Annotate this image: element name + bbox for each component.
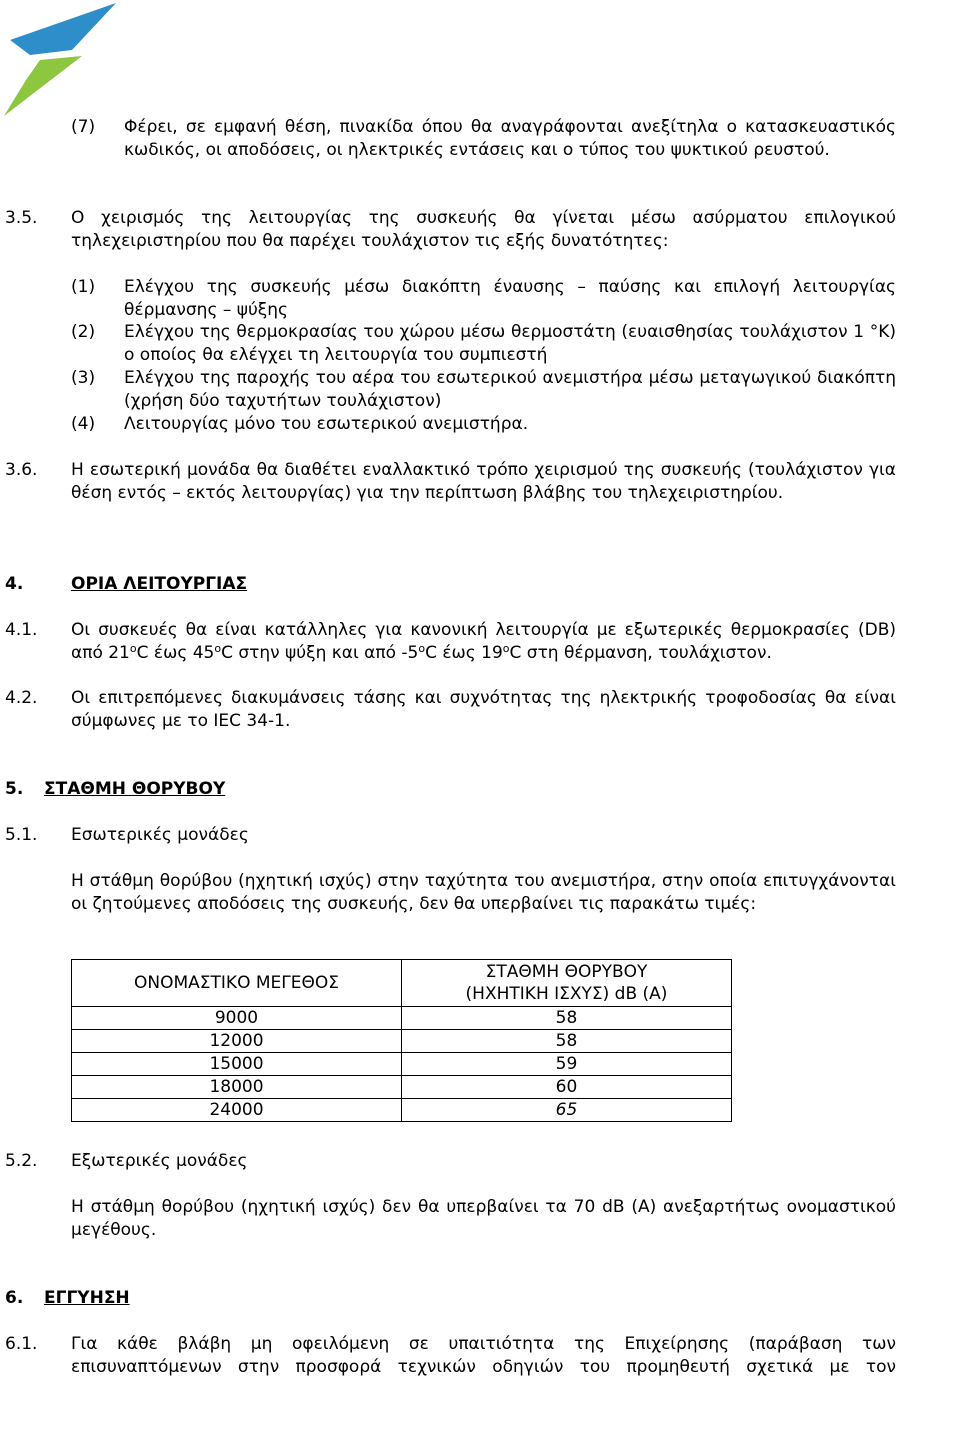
list-item-4-number: (4) [71, 414, 96, 434]
logo-blue-shape [10, 3, 116, 55]
section-5-1-number: 5.1. [5, 825, 38, 845]
table-cell-size: 12000 [72, 1030, 402, 1053]
table-cell-size: 24000 [72, 1099, 402, 1122]
section-5-1-text: Η στάθμη θορύβου (ηχητική ισχύς) στην ταχύτητα του ανεμιστήρα, στην οποία επιτυγχάνονται οι ζητούμενες αποδόσεις της συσκευής, δεν θα υπερβαίνει τις παρακάτω τιμές: [71, 871, 896, 914]
heading-5-number: 5. [5, 779, 24, 799]
table-header-noise: ΣΤΑΘΜΗ ΘΟΡΥΒΟΥ (ΗΧΗΤΙΚΗ ΙΣΧΥΣ) dB (A) [402, 960, 732, 1007]
section-5-1-title: Εσωτερικές μονάδες [71, 825, 249, 845]
logo-green-shape [4, 56, 82, 116]
list-item-3-text: Ελέγχου της παροχής του αέρα του εσωτερικού ανεμιστήρα μέσω μεταγωγικού διακόπτη (χρήση δύο ταχυτήτων τουλάχιστον) [124, 368, 896, 411]
table-cell-db: 58 [402, 1030, 732, 1053]
section-3-5-text: Ο χειρισμός της λειτουργίας της συσκευής θα γίνεται μέσω ασύρματου επιλογικού τηλεχειριστηρίου που θα παρέχει τουλάχιστον τις εξής δυνατότητες: [71, 208, 896, 251]
table-cell-size: 18000 [72, 1076, 402, 1099]
list-item-3-number: (3) [71, 368, 96, 388]
table-row [72, 1099, 732, 1122]
table-cell-db: 60 [402, 1076, 732, 1099]
section-3-6-number: 3.6. [5, 460, 38, 480]
table-row [72, 1076, 732, 1099]
heading-4-title: ΟΡΙΑ ΛΕΙΤΟΥΡΓΙΑΣ [71, 574, 248, 594]
item-7-text: Φέρει, σε εμφανή θέση, πινακίδα όπου θα αναγράφονται ανεξίτηλα ο κατασκευαστικός κωδικός, οι αποδόσεις, οι ηλεκτρικές εντάσεις και ο τύπος του ψυκτικού ρευστού. [124, 117, 896, 160]
section-5-2-title: Εξωτερικές μονάδες [71, 1151, 248, 1171]
table-row [72, 1030, 732, 1053]
section-3-5-number: 3.5. [5, 208, 38, 228]
list-item-4-text: Λειτουργίας μόνο του εσωτερικού ανεμιστήρα. [124, 414, 529, 434]
section-4-1-number: 4.1. [5, 620, 38, 640]
list-item-1-text: Ελέγχου της συσκευής μέσω διακόπτη έναυσης – παύσης και επιλογή λειτουργίας θέρμανσης – ψύξης [124, 277, 896, 320]
section-4-1-text: Οι συσκευές θα είναι κατάλληλες για κανονική λειτουργία με εξωτερικές θερμοκρασίες (DB) από $21^oC$ έως $45^oC$ στην ψύξη και από $-5^oC$ έως $19^oC$ στη θέρμανση, τουλάχιστον. [71, 620, 896, 663]
company-logo [0, 0, 120, 118]
section-6-1-text: Για κάθε βλάβη μη οφειλόμενη σε υπαιτιότητα της Επιχείρησης (παράβαση των επισυναπτόμενων στην προσφορά τεχνικών οδηγιών του προμηθευτή σχετικά με τον [71, 1334, 896, 1377]
heading-6-title: ΕΓΓΥΗΣΗ [44, 1288, 130, 1308]
table-header-row [72, 960, 732, 1007]
table-cell-db: 59 [402, 1053, 732, 1076]
table-cell-db: 65 [402, 1099, 732, 1122]
list-item-1-number: (1) [71, 277, 96, 297]
item-7-number: (7) [71, 117, 96, 137]
section-3-6-text: Η εσωτερική μονάδα θα διαθέτει εναλλακτικό τρόπο χειρισμού της συσκευής (τουλάχιστον για θέση εντός – εκτός λειτουργίας) για την περίπτωση βλάβης του τηλεχειριστηρίου. [71, 460, 896, 503]
table-cell-db: 58 [402, 1007, 732, 1030]
table-header-size: ΟΝΟΜΑΣΤΙΚΟ ΜΕΓΕΘΟΣ [72, 960, 402, 1007]
list-item-2-number: (2) [71, 322, 96, 342]
list-item-2-text: Ελέγχου της θερμοκρασίας του χώρου μέσω θερμοστάτη (ευαισθησίας τουλάχιστον 1 °K) ο οποίος θα ελέγχει τη λειτουργία του συμπιεστή [124, 322, 896, 365]
section-6-1-number: 6.1. [5, 1334, 38, 1354]
section-5-2-number: 5.2. [5, 1151, 38, 1171]
table-cell-size: 9000 [72, 1007, 402, 1030]
heading-5-title: ΣΤΑΘΜΗ ΘΟΡΥΒΟΥ [44, 779, 226, 799]
heading-4-number: 4. [5, 574, 24, 594]
section-4-2-number: 4.2. [5, 688, 38, 708]
noise-level-table [71, 959, 732, 1122]
section-5-2-text: Η στάθμη θορύβου (ηχητική ισχύς) δεν θα υπερβαίνει τα 70 dB (A) ανεξαρτήτως ονομαστικού μεγέθους. [71, 1197, 896, 1240]
table-cell-size: 15000 [72, 1053, 402, 1076]
table-row [72, 1053, 732, 1076]
section-4-2-text: Οι επιτρεπόμενες διακυμάνσεις τάσης και συχνότητας της ηλεκτρικής τροφοδοσίας θα είναι σύμφωνες με το IEC 34-1. [71, 688, 896, 731]
heading-6-number: 6. [5, 1288, 24, 1308]
table-row [72, 1007, 732, 1030]
